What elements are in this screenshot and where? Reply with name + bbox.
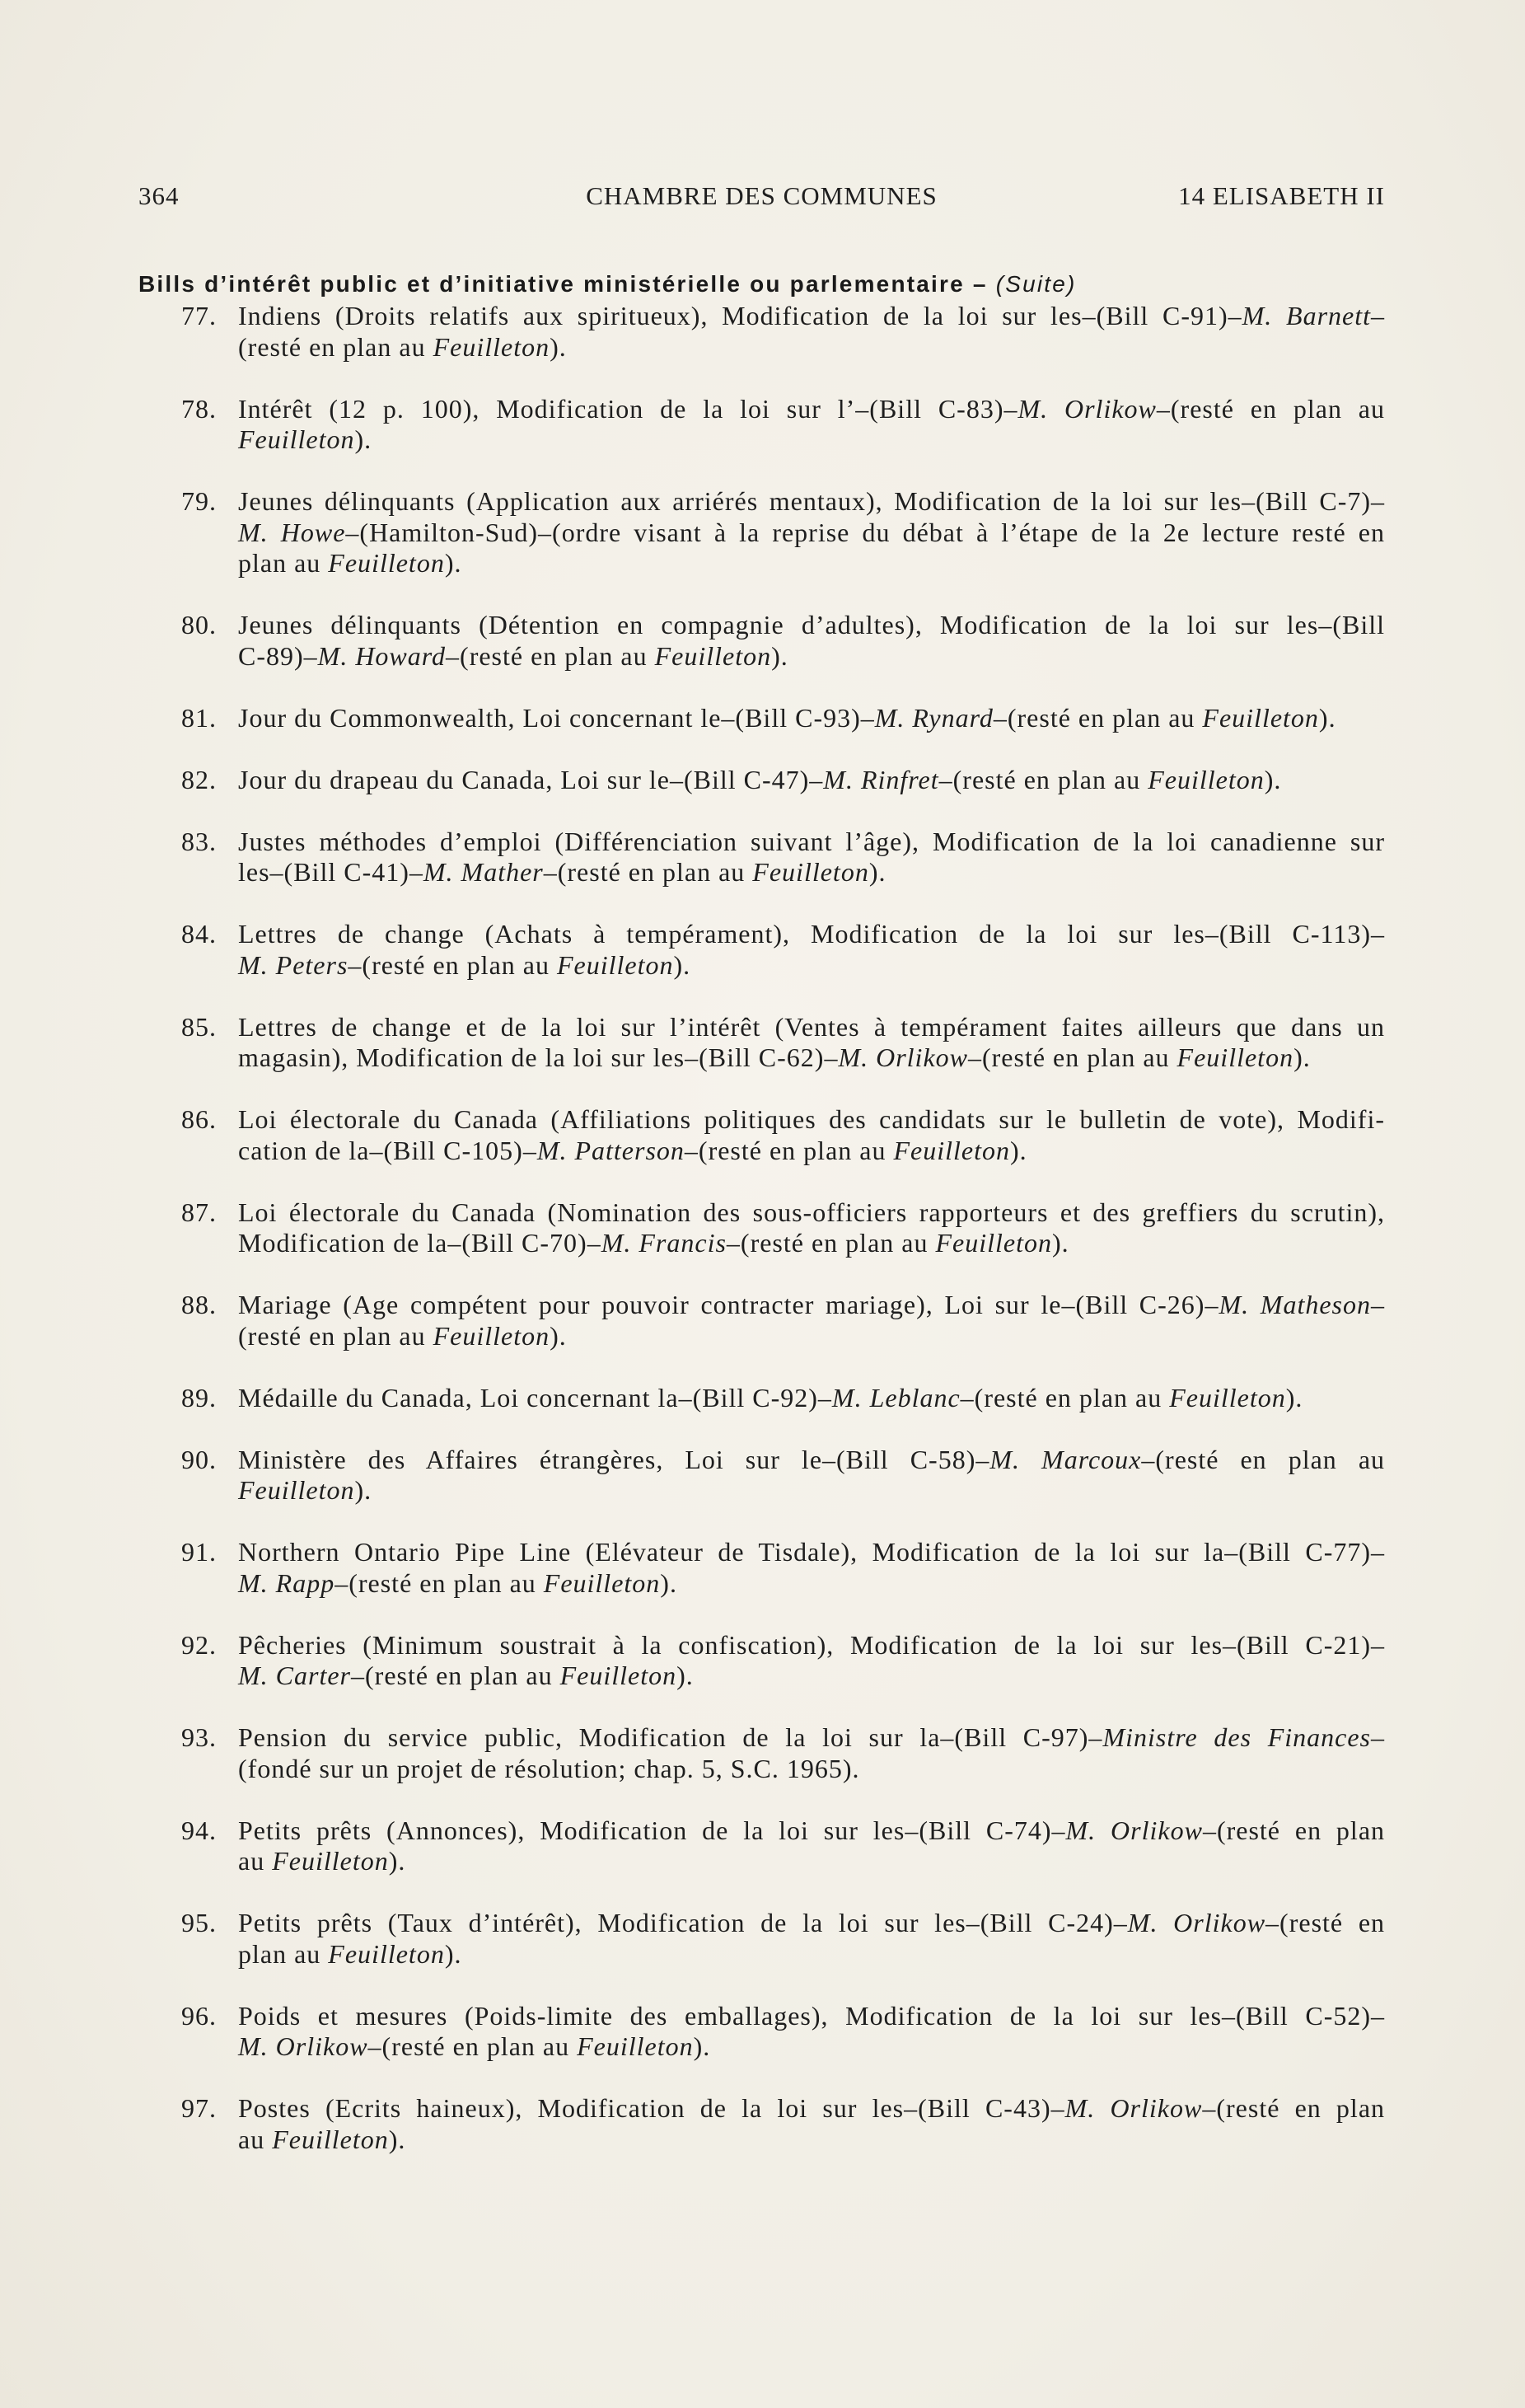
bill-number: 91. bbox=[181, 1537, 217, 1567]
feuilleton-title: Feuilleton bbox=[272, 2124, 389, 2154]
bill-number: 85. bbox=[181, 1011, 217, 1042]
bill-text-line bbox=[238, 1228, 1385, 1259]
bill-item bbox=[138, 1012, 1385, 1074]
section-heading-continued: (Suite) bbox=[995, 271, 1077, 297]
text-segment: Jeunes délinquants (Détention en compagnie d’adultes), Modification de la loi sur les–(Bill bbox=[238, 610, 1385, 639]
text-segment: –(resté en plan bbox=[1202, 2093, 1386, 2123]
text-segment: –(resté en plan au bbox=[993, 702, 1203, 733]
sponsor-name: M. Orlikow bbox=[1127, 1908, 1266, 1937]
text-segment: Médaille du Canada, Loi concernant la–(Bill C-92)– bbox=[238, 1382, 832, 1412]
text-segment: ). bbox=[1318, 702, 1336, 733]
text-segment: ). bbox=[676, 1661, 694, 1690]
text-segment: Modification de la–(Bill C-70)– bbox=[238, 1228, 601, 1258]
text-segment: Pension du service public, Modification de la loi sur la–(Bill C-97)– bbox=[238, 1722, 1103, 1752]
sponsor-name: M. Orlikow bbox=[1065, 1815, 1203, 1845]
text-segment: –(resté en plan au bbox=[1156, 393, 1386, 424]
text-segment: Indiens (Droits relatifs aux spiritueux), Modification de la loi sur les–(Bill C-91)– bbox=[238, 301, 1242, 330]
bill-text-line bbox=[238, 1136, 1385, 1167]
sponsor-name: M. Orlikow bbox=[838, 1042, 968, 1072]
bill-number: 83. bbox=[181, 826, 217, 856]
section-heading-text: Bills d’intérêt public et d’initiative ministérielle ou parlementaire bbox=[138, 271, 965, 297]
text-segment: plan au bbox=[238, 548, 329, 578]
text-segment: Poids et mesures (Poids-limite des emballages), Modification de la loi sur les–(Bill C-52)– bbox=[238, 2000, 1385, 2031]
bill-text bbox=[238, 1815, 1385, 1877]
text-segment: ). bbox=[1009, 1135, 1027, 1165]
text-segment: ). bbox=[1264, 764, 1282, 794]
feuilleton-title: Feuilleton bbox=[577, 2031, 694, 2061]
bill-text-line bbox=[238, 424, 1385, 456]
text-segment: – bbox=[1371, 1290, 1386, 1319]
bill-text bbox=[238, 1383, 1385, 1414]
bill-text bbox=[238, 2001, 1385, 2063]
bill-text bbox=[238, 827, 1385, 888]
bill-text bbox=[238, 1630, 1385, 1692]
bill-text-line bbox=[238, 2093, 1385, 2125]
bill-number: 94. bbox=[181, 1815, 217, 1845]
feuilleton-title: Feuilleton bbox=[272, 1846, 389, 1876]
text-segment: Justes méthodes d’emploi (Différenciation suivant l’âge), Modification de la loi canadienne sur bbox=[238, 826, 1385, 856]
bill-text-line bbox=[238, 1815, 1385, 1847]
text-segment: ). bbox=[1051, 1228, 1069, 1258]
bill-item bbox=[138, 1104, 1385, 1166]
feuilleton-title: Feuilleton bbox=[559, 1661, 677, 1690]
sponsor-name: M. Peters bbox=[238, 949, 349, 980]
bill-text-line bbox=[238, 1445, 1385, 1476]
text-segment: Petits prêts (Annonces), Modification de la loi sur les–(Bill C-74)– bbox=[238, 1815, 1066, 1845]
sponsor-name: M. Mather bbox=[423, 857, 544, 887]
bill-number: 90. bbox=[181, 1444, 217, 1474]
text-segment: les–(Bill C-41)– bbox=[238, 857, 423, 887]
feuilleton-title: Feuilleton bbox=[1148, 764, 1265, 794]
bill-text-line bbox=[238, 1846, 1385, 1877]
text-segment: –(resté en plan au bbox=[967, 1042, 1177, 1072]
text-segment: –(resté en plan au bbox=[351, 1661, 560, 1690]
text-segment: Jeunes délinquants (Application aux arriérés mentaux), Modification de la loi sur les–(Bill C-7)– bbox=[238, 486, 1385, 516]
bill-text-line bbox=[238, 1537, 1385, 1568]
text-segment: ). bbox=[868, 857, 886, 887]
bill-item bbox=[138, 1722, 1385, 1784]
feuilleton-title: Feuilleton bbox=[752, 857, 869, 887]
bill-item bbox=[138, 1290, 1385, 1352]
regnal-year: 14 ELISABETH II bbox=[1178, 181, 1385, 210]
bill-text-line bbox=[238, 1908, 1385, 1939]
bill-text-line bbox=[238, 1630, 1385, 1661]
text-segment: Mariage (Age compétent pour pouvoir contracter mariage), Loi sur le–(Bill C-26)– bbox=[238, 1290, 1219, 1319]
bill-text-line bbox=[238, 1290, 1385, 1321]
bill-text bbox=[238, 610, 1385, 672]
bill-item bbox=[138, 765, 1385, 796]
sponsor-name: Ministre des Finances bbox=[1102, 1722, 1372, 1752]
bill-text bbox=[238, 919, 1385, 981]
bill-number: 86. bbox=[181, 1104, 217, 1134]
bill-text bbox=[238, 301, 1385, 363]
bill-item bbox=[138, 2001, 1385, 2063]
text-segment: ). bbox=[354, 424, 372, 454]
bill-text-line bbox=[238, 518, 1385, 549]
text-segment: –(resté en plan au bbox=[684, 1135, 894, 1165]
feuilleton-title: Feuilleton bbox=[433, 331, 550, 362]
bill-text bbox=[238, 1537, 1385, 1599]
bill-text bbox=[238, 1012, 1385, 1074]
bill-item bbox=[138, 1815, 1385, 1877]
bill-text bbox=[238, 2093, 1385, 2155]
feuilleton-title: Feuilleton bbox=[433, 1320, 550, 1351]
text-segment: ). bbox=[1293, 1042, 1311, 1072]
bill-text-line bbox=[238, 2001, 1385, 2032]
feuilleton-title: Feuilleton bbox=[556, 949, 674, 980]
bill-text-line bbox=[238, 857, 1385, 888]
sponsor-name: M. Leblanc bbox=[831, 1382, 961, 1412]
bill-number: 82. bbox=[181, 764, 217, 794]
sponsor-name: M. Orlikow bbox=[1064, 2093, 1203, 2123]
text-segment: –(resté en plan au bbox=[543, 857, 753, 887]
bill-number: 87. bbox=[181, 1197, 217, 1227]
bill-number: 88. bbox=[181, 1290, 217, 1319]
text-segment: –(resté en plan bbox=[1202, 1815, 1386, 1845]
bill-text-line bbox=[238, 1722, 1385, 1754]
text-segment: – bbox=[1371, 301, 1386, 330]
bill-text-line bbox=[238, 301, 1385, 332]
bill-number: 84. bbox=[181, 919, 217, 949]
feuilleton-title: Feuilleton bbox=[238, 424, 355, 454]
text-segment: –(resté en plan au bbox=[938, 764, 1148, 794]
running-title: CHAMBRE DES COMMUNES bbox=[586, 181, 938, 210]
bill-number: 97. bbox=[181, 2093, 217, 2123]
page-header bbox=[138, 180, 1385, 213]
page-number: 364 bbox=[138, 181, 180, 210]
feuilleton-title: Feuilleton bbox=[238, 1475, 355, 1505]
bill-item bbox=[138, 827, 1385, 888]
bill-text-line bbox=[238, 486, 1385, 518]
bill-text-line bbox=[238, 1568, 1385, 1600]
bill-item bbox=[138, 2093, 1385, 2155]
feuilleton-title: Feuilleton bbox=[893, 1135, 1010, 1165]
text-segment: ). bbox=[444, 548, 462, 578]
sponsor-name: M. Marcoux bbox=[989, 1444, 1142, 1474]
bill-item bbox=[138, 1197, 1385, 1259]
bill-text-line bbox=[238, 394, 1385, 425]
text-segment: Northern Ontario Pipe Line (Elévateur de Tisdale), Modification de la loi sur la–(Bill C-77)– bbox=[238, 1537, 1385, 1567]
text-segment: magasin), Modification de la loi sur les–(Bill C-62)– bbox=[238, 1042, 839, 1072]
feuilleton-title: Feuilleton bbox=[543, 1567, 661, 1598]
sponsor-name: M. Rynard bbox=[874, 702, 994, 733]
sponsor-name: M. Orlikow bbox=[238, 2031, 368, 2061]
text-segment: ). bbox=[354, 1475, 372, 1505]
bill-item bbox=[138, 610, 1385, 672]
bill-number: 95. bbox=[181, 1908, 217, 1937]
text-segment: ). bbox=[550, 331, 567, 362]
text-segment: ). bbox=[550, 1320, 567, 1351]
sponsor-name: M. Matheson bbox=[1219, 1290, 1372, 1319]
text-segment: (resté en plan au bbox=[238, 331, 433, 362]
bill-text bbox=[238, 1722, 1385, 1784]
text-segment: au bbox=[238, 2124, 273, 2154]
text-segment: Jour du Commonwealth, Loi concernant le–(Bill C-93)– bbox=[238, 702, 875, 733]
text-segment: –(Hamilton-Sud)–(ordre visant à la reprise du débat à l’étape de la 2e lecture resté en bbox=[345, 517, 1386, 547]
feuilleton-title: Feuilleton bbox=[328, 548, 445, 578]
text-segment: Ministère des Affaires étrangères, Loi sur le–(Bill C-58)– bbox=[238, 1444, 990, 1474]
bill-number: 78. bbox=[181, 393, 217, 424]
bill-item bbox=[138, 1908, 1385, 1970]
bill-number: 79. bbox=[181, 486, 217, 516]
bill-text bbox=[238, 394, 1385, 456]
text-segment: ). bbox=[388, 1846, 406, 1876]
bill-text-line bbox=[238, 703, 1385, 734]
bill-number: 93. bbox=[181, 1722, 217, 1752]
bill-text-line bbox=[238, 1104, 1385, 1136]
bill-text-line bbox=[238, 1754, 1385, 1785]
bill-item bbox=[138, 919, 1385, 981]
text-segment: ). bbox=[673, 949, 691, 980]
text-segment: –(resté en plan au bbox=[446, 640, 655, 671]
bill-number: 81. bbox=[181, 702, 217, 733]
bill-item bbox=[138, 1537, 1385, 1599]
text-segment: –(resté en plan au bbox=[960, 1382, 1170, 1412]
text-segment: –(resté en plan au bbox=[367, 2031, 578, 2061]
text-segment: ). bbox=[388, 2124, 406, 2154]
feuilleton-title: Feuilleton bbox=[654, 640, 772, 671]
sponsor-name: M. Patterson bbox=[536, 1135, 685, 1165]
sponsor-name: M. Barnett bbox=[1242, 301, 1372, 330]
bill-item bbox=[138, 1630, 1385, 1692]
section-heading-separator: – bbox=[972, 271, 988, 297]
text-segment: –(resté en bbox=[1265, 1908, 1386, 1937]
text-segment: –(resté en plan au bbox=[348, 949, 557, 980]
text-segment: Loi électorale du Canada (Affiliations politiques des candidats sur le bulletin de vote), Modifi- bbox=[238, 1104, 1385, 1134]
bill-text-line bbox=[238, 548, 1385, 579]
bill-text bbox=[238, 703, 1385, 734]
bill-text bbox=[238, 1197, 1385, 1259]
text-segment: – bbox=[1371, 1722, 1386, 1752]
text-segment: C-89)– bbox=[238, 640, 318, 671]
bill-text bbox=[238, 1908, 1385, 1970]
bill-number: 89. bbox=[181, 1382, 217, 1412]
text-segment: ). bbox=[660, 1567, 677, 1598]
text-segment: plan au bbox=[238, 1938, 329, 1969]
feuilleton-title: Feuilleton bbox=[328, 1938, 445, 1969]
feuilleton-title: Feuilleton bbox=[935, 1228, 1052, 1258]
text-segment: au bbox=[238, 1846, 273, 1876]
text-segment: Intérêt (12 p. 100), Modification de la loi sur l’–(Bill C-83)– bbox=[238, 393, 1018, 424]
text-segment: (fondé sur un projet de résolution; chap. 5, S.C. 1965). bbox=[238, 1753, 860, 1783]
bill-item bbox=[138, 1383, 1385, 1414]
sponsor-name: M. Rapp bbox=[238, 1567, 335, 1598]
bill-item bbox=[138, 486, 1385, 579]
bill-text-line bbox=[238, 1321, 1385, 1352]
bill-text-line bbox=[238, 1197, 1385, 1229]
bill-text-line bbox=[238, 610, 1385, 641]
sponsor-name: M. Orlikow bbox=[1017, 393, 1157, 424]
text-segment: Lettres de change et de la loi sur l’intérêt (Ventes à tempérament faites ailleurs que dans un bbox=[238, 1011, 1385, 1042]
bill-number: 80. bbox=[181, 610, 217, 639]
text-segment: Jour du drapeau du Canada, Loi sur le–(Bill C-47)– bbox=[238, 764, 824, 794]
bill-text-line bbox=[238, 1939, 1385, 1970]
bill-text-line bbox=[238, 332, 1385, 363]
text-segment: –(resté en plan au bbox=[334, 1567, 544, 1598]
bill-text bbox=[238, 1104, 1385, 1166]
feuilleton-title: Feuilleton bbox=[1176, 1042, 1294, 1072]
text-segment: ). bbox=[1285, 1382, 1303, 1412]
text-segment: Petits prêts (Taux d’intérêt), Modification de la loi sur les–(Bill C-24)– bbox=[238, 1908, 1128, 1937]
section-heading bbox=[138, 269, 1077, 300]
bill-text bbox=[238, 1290, 1385, 1352]
bill-text-line bbox=[238, 1475, 1385, 1506]
bill-item bbox=[138, 301, 1385, 363]
text-segment: ). bbox=[693, 2031, 711, 2061]
sponsor-name: M. Howe bbox=[238, 517, 346, 547]
sponsor-name: M. Carter bbox=[238, 1661, 351, 1690]
text-segment: –(resté en plan au bbox=[726, 1228, 936, 1258]
text-segment: (resté en plan au bbox=[238, 1320, 433, 1351]
text-segment: Postes (Ecrits haineux), Modification de la loi sur les–(Bill C-43)– bbox=[238, 2093, 1065, 2123]
bill-text-line bbox=[238, 1012, 1385, 1043]
text-segment: ). bbox=[771, 640, 788, 671]
feuilleton-title: Feuilleton bbox=[1202, 702, 1319, 733]
text-segment: ). bbox=[444, 1938, 462, 1969]
bill-text-line bbox=[238, 1383, 1385, 1414]
feuilleton-title: Feuilleton bbox=[1169, 1382, 1286, 1412]
text-segment: Pêcheries (Minimum soustrait à la confiscation), Modification de la loi sur les–(Bill C-21)– bbox=[238, 1629, 1385, 1660]
bill-item bbox=[138, 394, 1385, 456]
bill-item bbox=[138, 703, 1385, 734]
bill-number: 96. bbox=[181, 2000, 217, 2031]
bill-text bbox=[238, 486, 1385, 579]
bill-text-line bbox=[238, 1042, 1385, 1074]
bill-text-line bbox=[238, 2031, 1385, 2063]
bill-number: 92. bbox=[181, 1629, 217, 1660]
bill-text-line bbox=[238, 827, 1385, 858]
bill-text-line bbox=[238, 641, 1385, 672]
sponsor-name: M. Rinfret bbox=[823, 764, 939, 794]
bill-text-line bbox=[238, 1661, 1385, 1692]
text-segment: Loi électorale du Canada (Nomination des sous-officiers rapporteurs et des greffiers du scrutin), bbox=[238, 1197, 1385, 1227]
text-segment: cation de la–(Bill C-105)– bbox=[238, 1135, 537, 1165]
text-segment: Lettres de change (Achats à tempérament), Modification de la loi sur les–(Bill C-113)– bbox=[238, 919, 1385, 949]
sponsor-name: M. Howard bbox=[317, 640, 447, 671]
bill-text-line bbox=[238, 2125, 1385, 2156]
sponsor-name: M. Francis bbox=[601, 1228, 727, 1258]
text-segment: –(resté en plan au bbox=[1141, 1444, 1386, 1474]
bill-text bbox=[238, 1445, 1385, 1506]
bill-item bbox=[138, 1445, 1385, 1506]
bill-number: 77. bbox=[181, 301, 217, 330]
bill-text bbox=[238, 765, 1385, 796]
bill-text-line bbox=[238, 950, 1385, 981]
bill-text-line bbox=[238, 919, 1385, 950]
bill-list bbox=[138, 301, 1385, 2186]
bill-text-line bbox=[238, 765, 1385, 796]
